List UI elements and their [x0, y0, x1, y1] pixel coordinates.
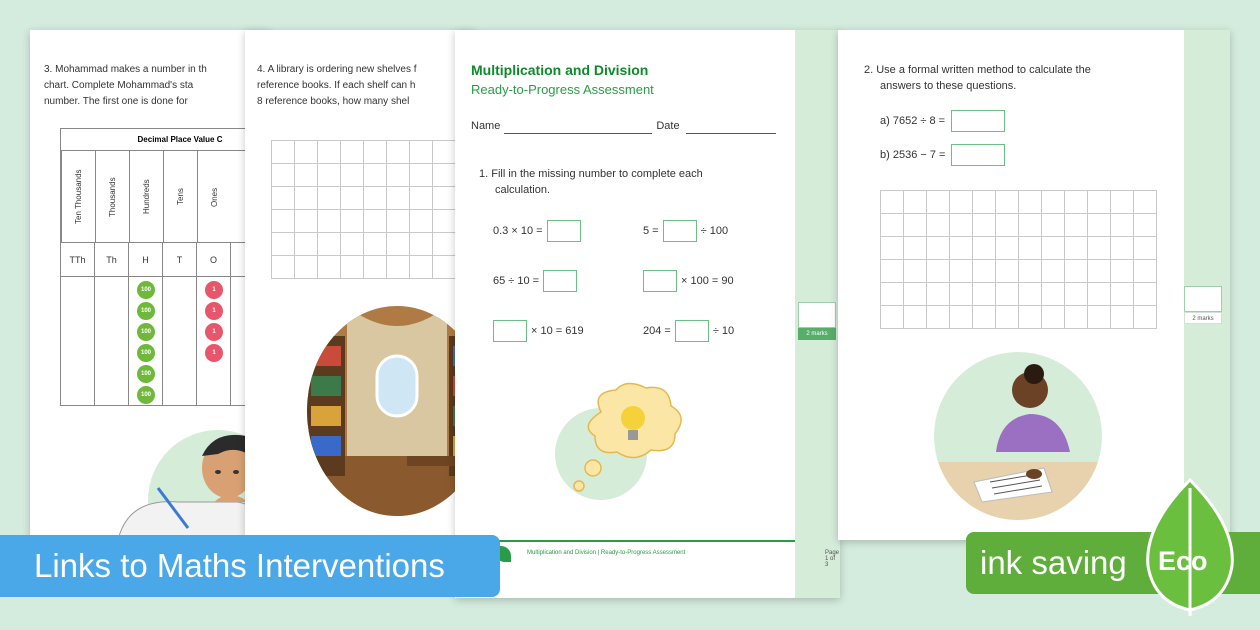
calc-b-answer-box[interactable] — [951, 144, 1005, 166]
grid-cell — [386, 209, 410, 233]
calculation-text: ÷ 100 — [700, 225, 729, 237]
grid-cell — [1133, 259, 1157, 283]
grid-cell — [949, 213, 973, 237]
grid-cell — [1064, 213, 1088, 237]
calculation-text: × 10 = 619 — [531, 325, 584, 337]
grid-cell — [271, 209, 295, 233]
calculation-item — [643, 270, 734, 292]
grid-cell — [432, 232, 456, 256]
page4-marks-label: 2 marks — [1184, 312, 1222, 324]
page2-question-line1: 4. A library is ordering new shelves f — [257, 64, 417, 75]
calculation-item — [493, 220, 581, 242]
grid-cell — [903, 259, 927, 283]
grid-cell — [317, 255, 341, 279]
grid-cell — [1133, 282, 1157, 306]
grid-cell — [949, 282, 973, 306]
grid-cell — [294, 140, 318, 164]
ink-saving-label: ink saving — [980, 544, 1127, 581]
grid-cell — [1041, 213, 1065, 237]
table-column — [163, 277, 197, 405]
grid-cell — [1064, 236, 1088, 260]
library-illustration — [307, 306, 475, 516]
grid-cell — [432, 255, 456, 279]
ones-counter: 1 — [205, 344, 223, 362]
grid-cell — [972, 236, 996, 260]
grid-cell — [340, 186, 364, 210]
grid-cell — [880, 190, 904, 214]
grid-cell — [972, 190, 996, 214]
table-header-cell: Hundreds — [129, 151, 163, 243]
calc-a-answer-box[interactable] — [951, 110, 1005, 132]
footer-title: Multiplication and Division | Ready-to-Progress Assessment — [527, 550, 686, 556]
page2-question-line3: 8 reference books, how many shel — [257, 96, 410, 107]
grid-cell — [903, 190, 927, 214]
grid-cell — [880, 213, 904, 237]
worksheet-title: Multiplication and Division — [471, 62, 649, 78]
grid-cell — [340, 140, 364, 164]
page1-question-line3: number. The first one is done for — [44, 96, 188, 107]
grid-cell — [271, 255, 295, 279]
grid-cell — [409, 140, 433, 164]
grid-cell — [409, 209, 433, 233]
grid-cell — [1064, 190, 1088, 214]
grid-cell — [409, 255, 433, 279]
grid-cell — [363, 232, 387, 256]
table-abbr-cell: Th — [95, 243, 129, 277]
grid-cell — [926, 259, 950, 283]
grid-cell — [1087, 236, 1111, 260]
eco-label: Eco — [1158, 546, 1208, 576]
name-label: Name — [471, 120, 501, 132]
page3-footer — [455, 540, 840, 570]
grid-cell — [1064, 305, 1088, 329]
grid-cell — [995, 259, 1019, 283]
calculation-item — [493, 270, 577, 292]
maths-interventions-banner[interactable] — [0, 535, 500, 597]
worksheet-page-4 — [838, 30, 1230, 540]
grid-cell — [1064, 259, 1088, 283]
page1-question-line2: chart. Complete Mohammad's sta — [44, 80, 194, 91]
grid-cell — [1133, 213, 1157, 237]
ones-counter: 1 — [205, 281, 223, 299]
page4-marks-box — [1184, 286, 1222, 312]
grid-cell — [995, 305, 1019, 329]
grid-cell — [949, 190, 973, 214]
grid-cell — [949, 259, 973, 283]
grid-cell — [1018, 236, 1042, 260]
grid-cell — [317, 140, 341, 164]
grid-cell — [1041, 190, 1065, 214]
hundreds-counter: 100 — [137, 302, 155, 320]
table-column — [61, 277, 95, 405]
worksheet-page-3 — [455, 30, 840, 598]
grid-cell — [386, 255, 410, 279]
footer-page-number: Page 1 of 3 — [825, 550, 840, 568]
grid-cell — [1018, 213, 1042, 237]
calculation-answer-box[interactable] — [643, 270, 677, 292]
q2-line1: 2. Use a formal written method to calculate the — [864, 64, 1091, 76]
grid-cell — [386, 186, 410, 210]
table-column — [95, 277, 129, 405]
calculation-answer-box[interactable] — [543, 270, 577, 292]
grid-cell — [995, 213, 1019, 237]
grid-cell — [409, 163, 433, 187]
table-header-cell: Thousands — [95, 151, 129, 243]
hundreds-counter: 100 — [137, 365, 155, 383]
grid-cell — [903, 282, 927, 306]
calculation-item — [643, 220, 728, 242]
grid-cell — [363, 255, 387, 279]
grid-cell — [1087, 305, 1111, 329]
grid-cell — [409, 186, 433, 210]
hundreds-counter: 100 — [137, 323, 155, 341]
grid-cell — [386, 140, 410, 164]
calculation-text: 204 = — [643, 325, 671, 337]
grid-cell — [1041, 236, 1065, 260]
grid-cell — [363, 140, 387, 164]
grid-cell — [972, 213, 996, 237]
grid-cell — [1110, 282, 1134, 306]
table-abbr-cell: TTh — [61, 243, 95, 277]
table-header-cell: Ones — [197, 151, 231, 243]
grid-cell — [340, 255, 364, 279]
date-label: Date — [656, 120, 680, 132]
calculation-text: 0.3 × 10 = — [493, 225, 543, 237]
counter-area — [61, 277, 270, 405]
calculation-item — [493, 320, 584, 342]
grid-cell — [1133, 190, 1157, 214]
calculation-text: ÷ 10 — [712, 325, 735, 337]
page3-marks-box — [798, 302, 836, 328]
grid-cell — [926, 236, 950, 260]
grid-cell — [1041, 282, 1065, 306]
table-header-cell: Ten Thousands — [61, 151, 95, 243]
table-abbr-row — [61, 243, 270, 277]
grid-cell — [1110, 259, 1134, 283]
grid-cell — [317, 163, 341, 187]
calculation-answer-box[interactable] — [493, 320, 527, 342]
grid-cell — [903, 305, 927, 329]
calculation-answer-box[interactable] — [547, 220, 581, 242]
grid-cell — [949, 305, 973, 329]
table-abbr-cell: H — [129, 243, 163, 277]
grid-cell — [271, 232, 295, 256]
grid-cell — [926, 305, 950, 329]
calculation-text: × 100 = 90 — [681, 275, 734, 287]
grid-cell — [1087, 282, 1111, 306]
grid-cell — [972, 282, 996, 306]
grid-cell — [271, 186, 295, 210]
grid-cell — [317, 209, 341, 233]
hundreds-counter: 100 — [137, 344, 155, 362]
table-title: Decimal Place Value C — [61, 129, 269, 151]
calc-a-label: a) 7652 ÷ 8 = — [880, 115, 946, 127]
grid-cell — [995, 282, 1019, 306]
grid-cell — [926, 282, 950, 306]
lightbulb-thought-icon — [571, 382, 691, 494]
grid-cell — [1064, 282, 1088, 306]
grid-cell — [1087, 213, 1111, 237]
grid-cell — [926, 190, 950, 214]
calc-b-label: b) 2536 − 7 = — [880, 149, 946, 161]
grid-cell — [271, 140, 295, 164]
grid-cell — [995, 236, 1019, 260]
calculation-list — [493, 220, 793, 360]
calculation-answer-box[interactable] — [675, 320, 709, 342]
grid-cell — [1018, 305, 1042, 329]
grid-cell — [1110, 236, 1134, 260]
girl-writing-illustration — [934, 352, 1102, 520]
grid-cell — [432, 163, 456, 187]
worksheet-page-2 — [245, 30, 475, 540]
grid-cell — [926, 213, 950, 237]
grid-cell — [880, 305, 904, 329]
hundreds-counter: 100 — [137, 386, 155, 404]
q1-line1: 1. Fill in the missing number to complete each — [479, 168, 703, 180]
grid-cell — [386, 163, 410, 187]
calculation-item — [643, 320, 734, 342]
grid-cell — [432, 186, 456, 210]
grid-cell — [1041, 305, 1065, 329]
grid-cell — [995, 190, 1019, 214]
grid-cell — [949, 236, 973, 260]
grid-cell — [340, 232, 364, 256]
place-value-table — [60, 128, 270, 406]
grid-cell — [1018, 259, 1042, 283]
page4-marks-strip — [1184, 30, 1230, 540]
grid-cell — [363, 163, 387, 187]
grid-cell — [432, 140, 456, 164]
grid-cell — [972, 259, 996, 283]
grid-cell — [903, 236, 927, 260]
calculation-text: 65 ÷ 10 = — [493, 275, 540, 287]
table-header-row — [61, 151, 270, 243]
calculation-text: 5 = — [643, 225, 659, 237]
grid-cell — [317, 186, 341, 210]
q1-line2: calculation. — [495, 184, 551, 196]
worksheet-page-1 — [30, 30, 270, 540]
grid-cell — [1133, 236, 1157, 260]
grid-cell — [1133, 305, 1157, 329]
grid-cell — [880, 259, 904, 283]
q2-line2: answers to these questions. — [880, 80, 1017, 92]
table-abbr-cell: T — [163, 243, 197, 277]
grid-cell — [271, 163, 295, 187]
ones-counter: 1 — [205, 323, 223, 341]
grid-cell — [294, 209, 318, 233]
grid-cell — [972, 305, 996, 329]
grid-cell — [1041, 259, 1065, 283]
table-abbr-cell: O — [197, 243, 231, 277]
grid-cell — [363, 209, 387, 233]
name-line[interactable] — [504, 122, 652, 134]
grid-cell — [294, 163, 318, 187]
page1-question-line1: 3. Mohammad makes a number in th — [44, 64, 207, 75]
grid-cell — [880, 282, 904, 306]
grid-cell — [1018, 190, 1042, 214]
table-header-cell: Tens — [163, 151, 197, 243]
worksheet-subtitle: Ready-to-Progress Assessment — [471, 82, 654, 97]
grid-cell — [1110, 190, 1134, 214]
grid-cell — [317, 232, 341, 256]
hundreds-counter: 100 — [137, 281, 155, 299]
grid-cell — [1018, 282, 1042, 306]
grid-cell — [1110, 305, 1134, 329]
grid-cell — [409, 232, 433, 256]
grid-cell — [1087, 190, 1111, 214]
grid-cell — [386, 232, 410, 256]
grid-cell — [1087, 259, 1111, 283]
date-line[interactable] — [686, 122, 776, 134]
grid-cell — [340, 163, 364, 187]
grid-cell — [1110, 213, 1134, 237]
page2-question-line2: reference books. If each shelf can h — [257, 80, 416, 91]
maths-interventions-label: Links to Maths Interventions — [34, 547, 445, 584]
grid-cell — [903, 213, 927, 237]
grid-cell — [363, 186, 387, 210]
grid-cell — [432, 209, 456, 233]
grid-cell — [294, 232, 318, 256]
calculation-answer-box[interactable] — [663, 220, 697, 242]
grid-cell — [340, 209, 364, 233]
grid-cell — [880, 236, 904, 260]
grid-cell — [294, 255, 318, 279]
page3-marks-label: 2 marks — [798, 328, 836, 340]
grid-cell — [294, 186, 318, 210]
ones-counter: 1 — [205, 302, 223, 320]
